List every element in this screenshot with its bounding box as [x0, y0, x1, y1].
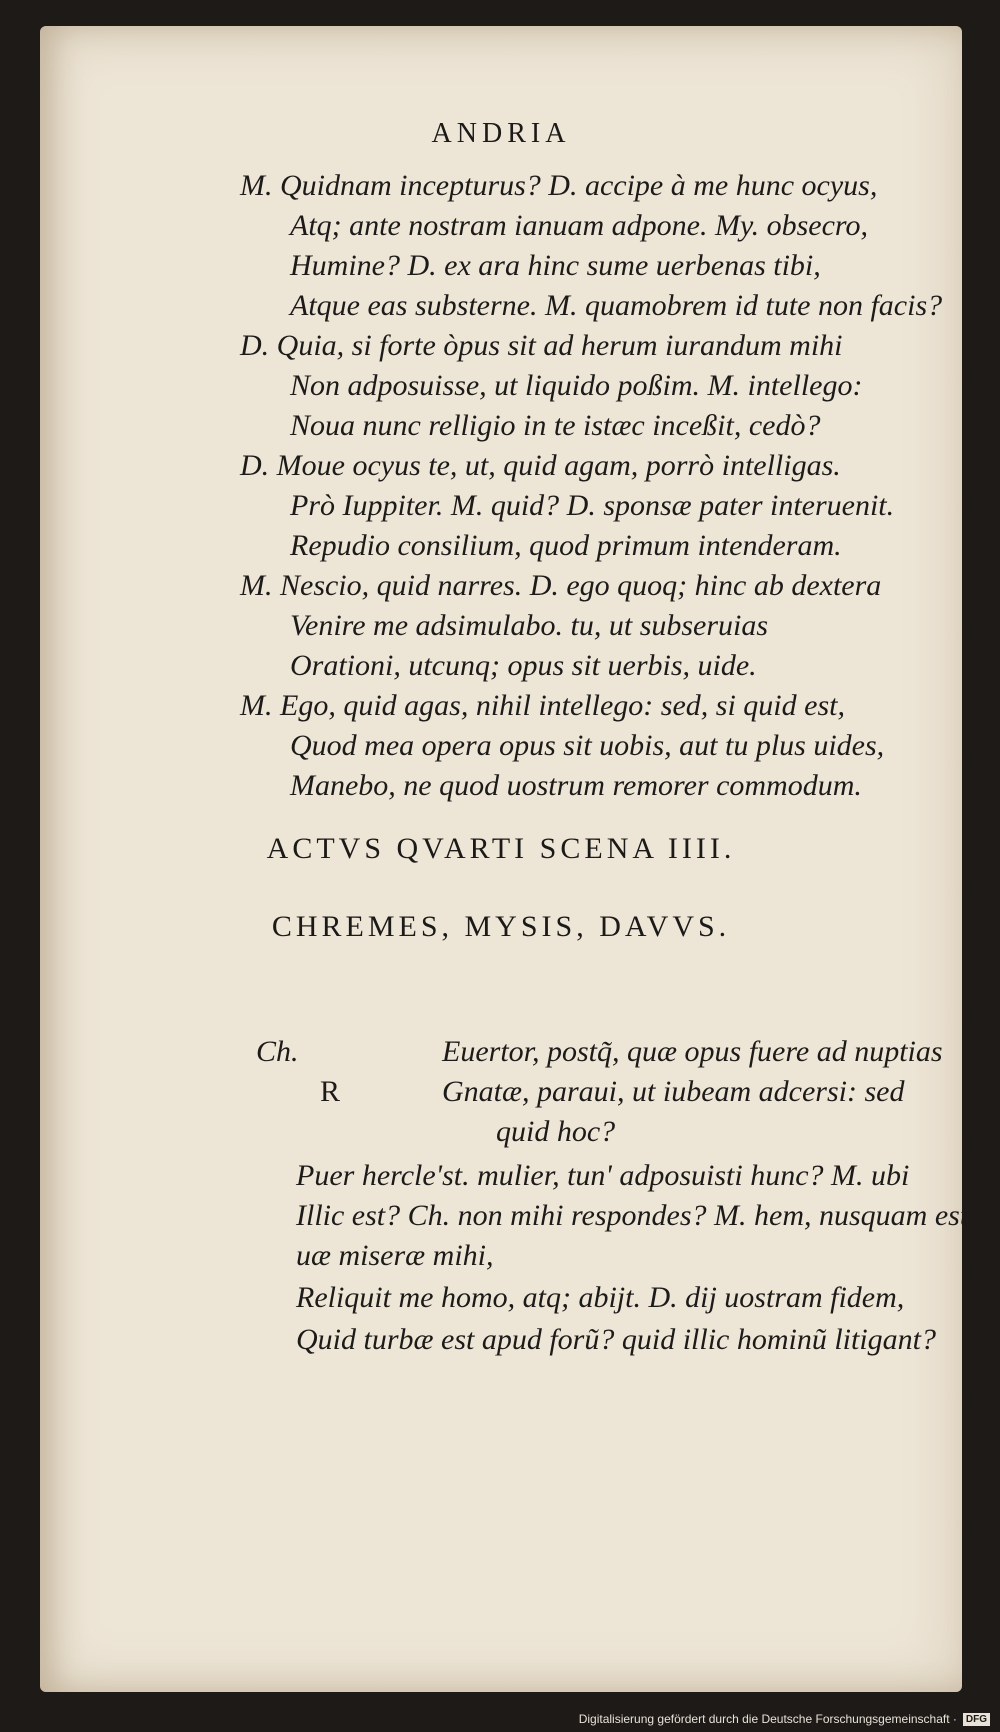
verse-line: M. Nescio, quid narres. D. ego quoq; hinc ab dextera — [240, 569, 882, 602]
speaker-label: Ch. — [256, 1035, 299, 1068]
scene-line: uæ miseræ mihi, — [296, 1239, 494, 1272]
verse-line: Atque eas substerne. M. quamobrem id tute non facis? — [290, 289, 943, 322]
scene-line: quid hoc? — [496, 1115, 616, 1148]
act-heading: ACTVS QVARTI SCENA IIII. — [266, 832, 736, 865]
verse-line: Venire me adsimulabo. tu, ut subseruias — [290, 609, 769, 642]
verse-line: Orationi, utcunq; opus sit uerbis, uide. — [290, 649, 757, 682]
verse-line: Atq; ante nostram ianuam adpone. My. obsecro, — [290, 209, 868, 242]
scene-line: Reliquit me homo, atq; abijt. D. dij uostram fidem, — [296, 1281, 905, 1314]
verse-line: Repudio consilium, quod primum intenderam. — [290, 529, 842, 562]
running-header: ANDRIA — [431, 118, 571, 149]
verse-line: M. Ego, quid agas, nihil intellego: sed, si quid est, — [240, 689, 845, 722]
scene-line: Illic est? Ch. non mihi respondes? M. hem, nusquam est. — [296, 1199, 976, 1232]
scene-line: Gnatæ, paraui, ut iubeam adcersi: sed — [442, 1075, 905, 1108]
characters-heading: CHREMES, MYSIS, DAVVS. — [271, 910, 731, 943]
verse-line: Humine? D. ex ara hinc sume uerbenas tibi, — [290, 249, 821, 282]
scene-line: Quid turbæ est apud forũ? quid illic hominũ litigant? — [296, 1323, 937, 1356]
verse-line: Prò Iuppiter. M. quid? D. sponsæ pater interuenit. — [290, 489, 895, 522]
verse-line: Quod mea opera opus sit uobis, aut tu plus uides, — [290, 729, 885, 762]
verse-line: Noua nunc relligio in te istæc inceßit, cedò? — [290, 409, 821, 442]
verse-line: Non adposuisse, ut liquido poßim. M. intellego: — [290, 369, 863, 402]
verse-line: D. Moue ocyus te, ut, quid agam, porrò intelligas. — [240, 449, 841, 482]
scene-line: Puer hercle'st. mulier, tun' adposuisti hunc? M. ubi — [296, 1159, 910, 1192]
book-page — [40, 26, 976, 1692]
verse-line: D. Quia, si forte òpus sit ad herum iurandum mihi — [240, 329, 843, 362]
digitization-credit — [579, 1712, 990, 1726]
verse-line: Manebo, ne quod uostrum remorer commodum. — [290, 769, 862, 802]
speaker-label: R — [320, 1075, 341, 1108]
scene-line: Euertor, postq̃, quæ opus fuere ad nuptias — [442, 1035, 943, 1068]
dfg-logo-icon: DFG — [963, 1713, 990, 1726]
credit-text: Digitalisierung gefördert durch die Deutsche Forschungsgemeinschaft · — [578, 1712, 957, 1726]
verse-line: M. Quidnam incepturus? D. accipe à me hunc ocyus, — [240, 169, 878, 202]
